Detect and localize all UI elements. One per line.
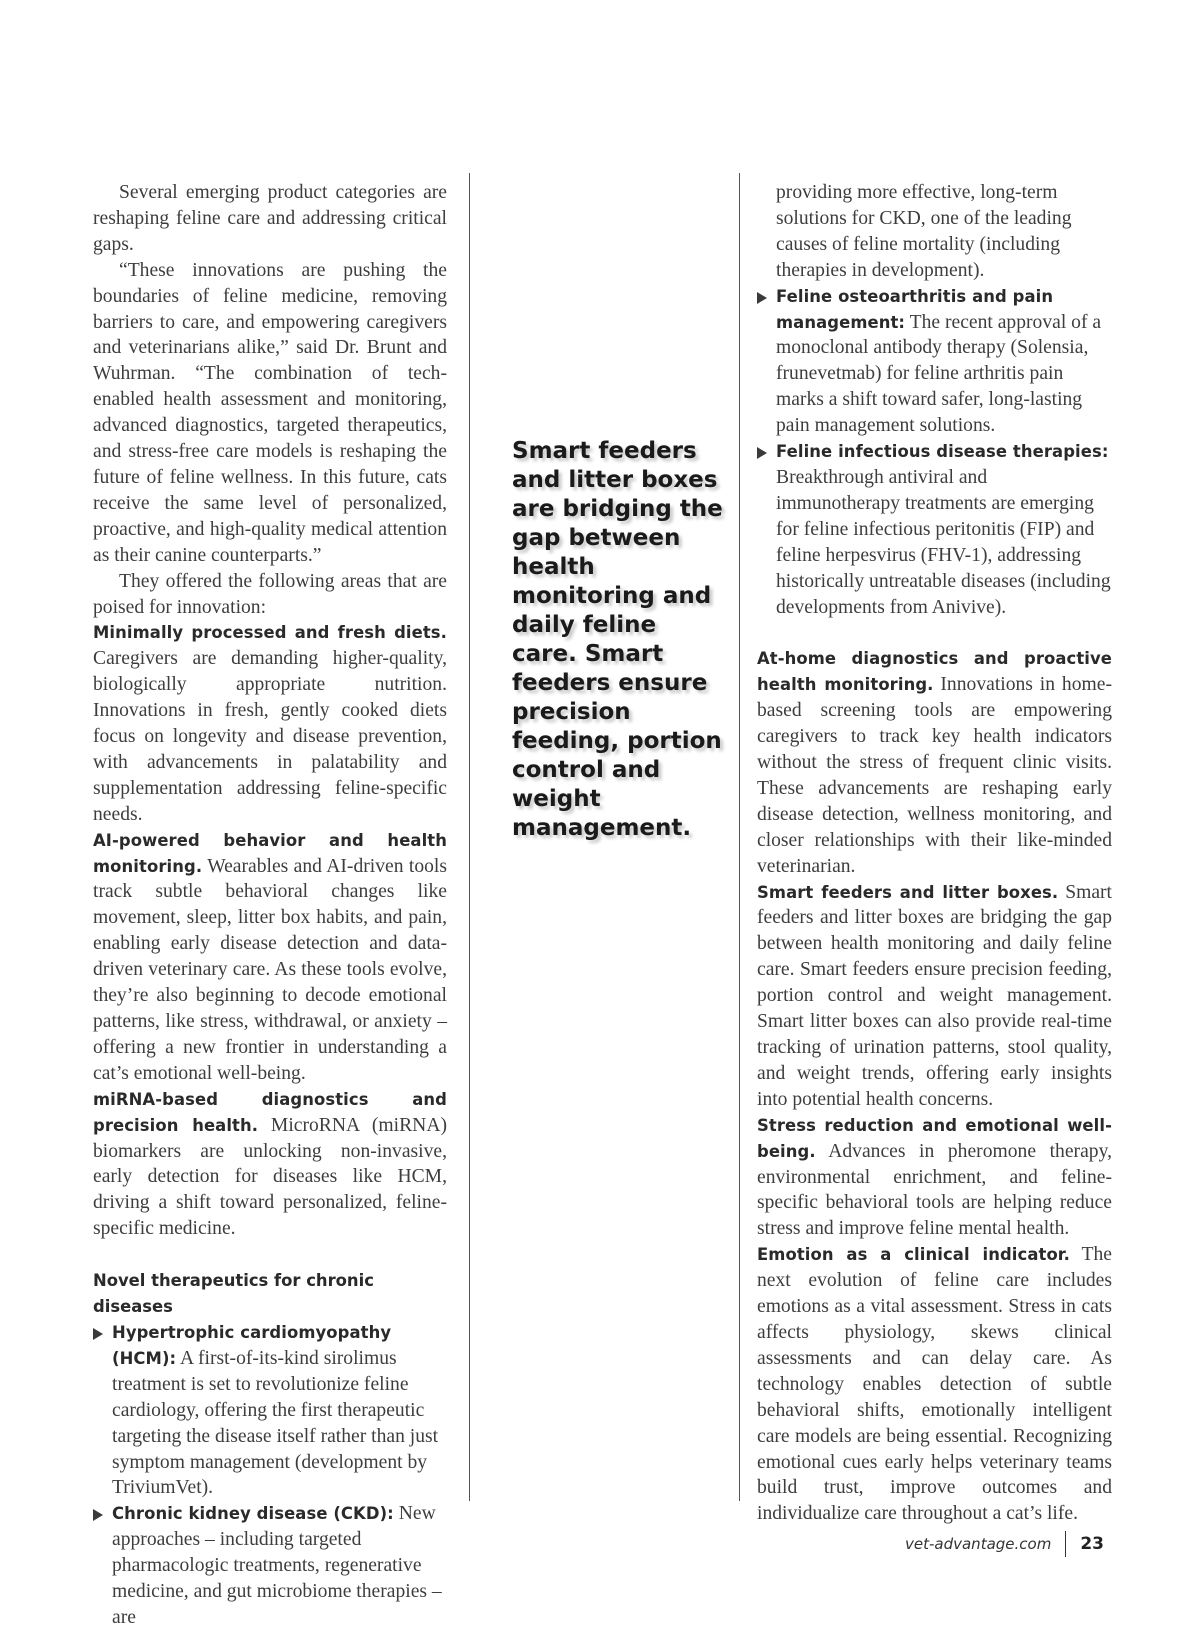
- column-divider: [739, 173, 740, 1501]
- bullet-body: The recent approval of a monoclonal antibody therapy (Solensia, frunevetmab) for feline arthritis pain marks a shift toward safer, long-lasting pain management solutions.: [776, 311, 1102, 437]
- item-heading: miRNA-based diagnostics and precision health.: [93, 1089, 447, 1135]
- footer-divider: [1065, 1531, 1066, 1557]
- bullet-body: A first-of-its-kind sirolimus treatment is set to revolutionize feline cardiology, offering the first therapeutic targeting the disease itself rather than just symptom management (development by TriviumVet).: [112, 1347, 439, 1499]
- right-column: [757, 180, 1112, 1527]
- innovation-item: [757, 1113, 1112, 1243]
- page-footer: [905, 1531, 1104, 1557]
- column-divider: [469, 173, 470, 1501]
- pull-quote: Smart feeders and litter boxes are bridging the gap between health monitoring and daily feline care. Smart feeders ensure precision feeding, portion control and weight management.: [512, 438, 723, 841]
- innovation-item: [757, 1242, 1112, 1527]
- item-heading: Stress reduction and emotional well-being.: [757, 1115, 1112, 1161]
- intro-paragraph: Several emerging product categories are reshaping feline care and addressing critical gaps.: [93, 182, 447, 255]
- therapeutics-list-continued: [757, 284, 1112, 621]
- section-heading: Novel therapeutics for chronic diseases: [93, 1271, 374, 1317]
- item-heading: AI-powered behavior and health monitoring.: [93, 830, 447, 876]
- bullet-continuation: providing more effective, long-term solutions for CKD, one of the leading causes of feline mortality (including therapies in development).: [776, 182, 1072, 281]
- item-heading: Smart feeders and litter boxes.: [757, 882, 1059, 902]
- innovation-item: [757, 880, 1112, 1113]
- item-body: Smart feeders and litter boxes are bridging the gap between health monitoring and daily feline care. Smart feeders ensure precision feeding, portion control and weight management. Smart litter boxes can also provide real-time tracking of urination patterns, stool quality, and weight trends, offering early insights into potential health concerns.: [757, 881, 1113, 1110]
- item-body: Wearables and AI-driven tools track subtle behavioral changes like movement, sleep, litter box habits, and pain, enabling early disease detection and data-driven veterinary care. As these tools evolve, they’re also beginning to decode emotional patterns, like stress, withdrawal, or anxiety – offering a new frontier in understanding a cat’s emotional well-being.: [93, 855, 447, 1084]
- website-link[interactable]: vet-advantage.com: [905, 1535, 1052, 1553]
- item-body: Caregivers are demanding higher-quality, biologically appropriate nutrition. Innovations in fresh, gently cooked diets focus on longevity and disease prevention, with advancements in palatability and supplementation addressing feline-specific needs.: [93, 648, 447, 825]
- item-body: Innovations in home-based screening tools are empowering caregivers to track key health indicators without the stress of frequent clinic visits. These advancements are reshaping early disease detection, wellness monitoring, and closer relationships with their like-minded veterinarian.: [757, 674, 1112, 877]
- bullet-heading: Feline osteoarthritis and pain management:: [776, 286, 1054, 332]
- bullet-heading: Hypertrophic cardiomyopathy (HCM):: [112, 1322, 392, 1368]
- bullet-heading: Chronic kidney disease (CKD):: [112, 1504, 394, 1524]
- item-body: The next evolution of feline care includes emotions as a vital assessment. Stress in cats affects physiology, skews clinical assessments and can delay care. As technology enables detection of subtle behavioral shifts, emotionally intelligent care models are being essential. Recognizing emotional cues early helps veterinary teams build trust, improve outcomes and individualize care throughout a cat’s life.: [757, 1244, 1113, 1525]
- item-body: Advances in pheromone therapy, environmental enrichment, and feline-specific behavioral tools are helping reduce stress and improve feline mental health.: [757, 1140, 1112, 1240]
- item-heading: Minimally processed and fresh diets.: [93, 623, 447, 643]
- innovation-item: [93, 1087, 447, 1242]
- list-item: [757, 439, 1112, 620]
- bullet-body: Breakthrough antiviral and immunotherapy treatments are emerging for feline infectious peritonitis (FIP) and feline herpesvirus (FHV-1), addressing historically untreatable diseases (including developments from Anivive).: [776, 466, 1111, 618]
- triangle-bullet-icon: [757, 447, 767, 459]
- list-item: [93, 1320, 447, 1501]
- quote-paragraph: “These innovations are pushing the boundaries of feline medicine, removing barriers to care, and empowering caregivers and veterinarians alike,” said Dr. Brunt and Wuhrman. “The combination of tech-enabled health assessment and monitoring, advanced diagnostics, targeted therapeutics, and stress-free care models is reshaping the future of feline wellness. In this future, cats receive the same level of personalized, proactive, and high-quality medical attention as their canine counterparts.”: [93, 259, 447, 566]
- triangle-bullet-icon: [93, 1509, 103, 1521]
- list-item: [757, 284, 1112, 439]
- innovation-item: [93, 828, 447, 1087]
- item-heading: At-home diagnostics and proactive health monitoring.: [757, 649, 1112, 695]
- triangle-bullet-icon: [757, 292, 767, 304]
- list-item: [93, 1501, 447, 1631]
- bullet-body: New approaches – including targeted pharmacologic treatments, regenerative medicine, and gut microbiome therapies – are: [112, 1503, 442, 1628]
- triangle-bullet-icon: [93, 1328, 103, 1340]
- therapeutics-list: [93, 1320, 447, 1631]
- innovation-item: [757, 646, 1112, 879]
- bullet-heading: Feline infectious disease therapies:: [776, 442, 1109, 462]
- item-heading: Emotion as a clinical indicator.: [757, 1245, 1070, 1265]
- innovation-item: [93, 620, 447, 827]
- page-number: 23: [1080, 1534, 1104, 1554]
- item-body: MicroRNA (miRNA) biomarkers are unlocking non-invasive, early detection for diseases like HCM, driving a shift toward personalized, feline-specific medicine.: [93, 1114, 447, 1240]
- left-column: [93, 180, 447, 1631]
- innovation-areas-intro: They offered the following areas that are poised for innovation:: [93, 570, 447, 618]
